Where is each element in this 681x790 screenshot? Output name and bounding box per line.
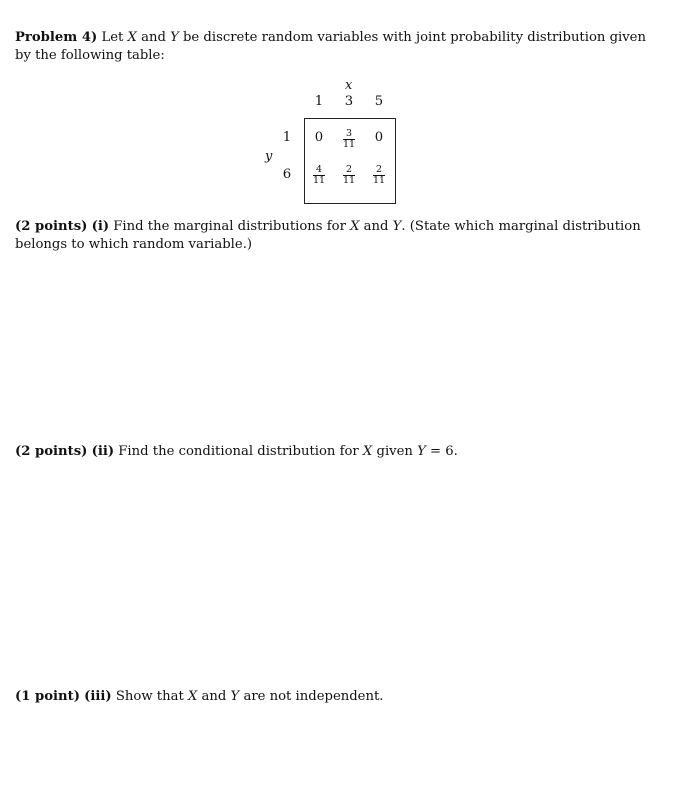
- var-y: Y: [417, 444, 426, 459]
- cell-y6-x1: [304, 165, 334, 185]
- cell-y1-x3: [334, 129, 364, 149]
- part-ii-text-1: Find the conditional distribution for: [114, 444, 363, 459]
- part-iii-label: (iii): [84, 689, 112, 704]
- part-i-text-1: Find the marginal distributions for: [109, 219, 351, 234]
- fraction-numerator: 4: [315, 164, 323, 175]
- var-y: Y: [230, 689, 240, 704]
- var-y: Y: [392, 219, 402, 234]
- part-iii-points: (1 point): [15, 689, 80, 704]
- x-value-5: 5: [374, 94, 384, 109]
- fraction-numerator: 2: [345, 164, 353, 175]
- var-x: X: [350, 219, 360, 234]
- part-i-points: (2 points): [15, 219, 88, 234]
- var-x: X: [362, 444, 373, 459]
- part-ii-text-2: given: [372, 444, 418, 459]
- cell-y1-x1: 0: [314, 130, 324, 145]
- problem-label: Problem 4): [15, 30, 98, 45]
- part-ii-question: [15, 443, 655, 461]
- part-iii-text-3: are not independent.: [239, 689, 384, 704]
- problem-text-3: be discrete random variables with joint probability distribution given by the following table:: [15, 30, 646, 63]
- x-value-1: 1: [314, 94, 324, 109]
- part-iii-question: [15, 688, 655, 706]
- part-iii-text-1: Show that: [111, 689, 188, 704]
- fraction-numerator: 3: [345, 128, 353, 139]
- fraction-denominator: 11: [343, 175, 356, 186]
- y-axis-label: y: [265, 149, 273, 164]
- fraction-denominator: 11: [343, 139, 356, 150]
- part-i-question: [15, 218, 655, 254]
- x-axis-label: x: [345, 78, 353, 93]
- y-value-1: 1: [282, 130, 292, 145]
- part-i-text-2: and: [359, 219, 393, 234]
- part-ii-label: (ii): [91, 444, 115, 459]
- part-i-text-3: . (State which marginal distribution belongs to which random variable.): [15, 219, 641, 252]
- cell-y6-x3: [334, 165, 364, 185]
- part-i-label: (i): [91, 219, 110, 234]
- var-x: X: [127, 30, 137, 45]
- part-ii-text-3: = 6.: [425, 444, 458, 459]
- fraction-denominator: 11: [373, 175, 386, 186]
- cell-y1-x5: 0: [374, 130, 384, 145]
- x-value-3: 3: [344, 94, 354, 109]
- y-value-6: 6: [282, 167, 292, 182]
- problem-text-1: Let: [97, 30, 128, 45]
- problem-statement: [15, 29, 655, 65]
- fraction-denominator: 11: [313, 175, 326, 186]
- cell-y6-x5: [364, 165, 394, 185]
- problem-text-2: and: [136, 30, 171, 45]
- fraction-numerator: 2: [375, 164, 383, 175]
- part-iii-text-2: and: [197, 689, 231, 704]
- var-x: X: [187, 689, 198, 704]
- part-ii-points: (2 points): [15, 444, 88, 459]
- var-y: Y: [170, 30, 179, 45]
